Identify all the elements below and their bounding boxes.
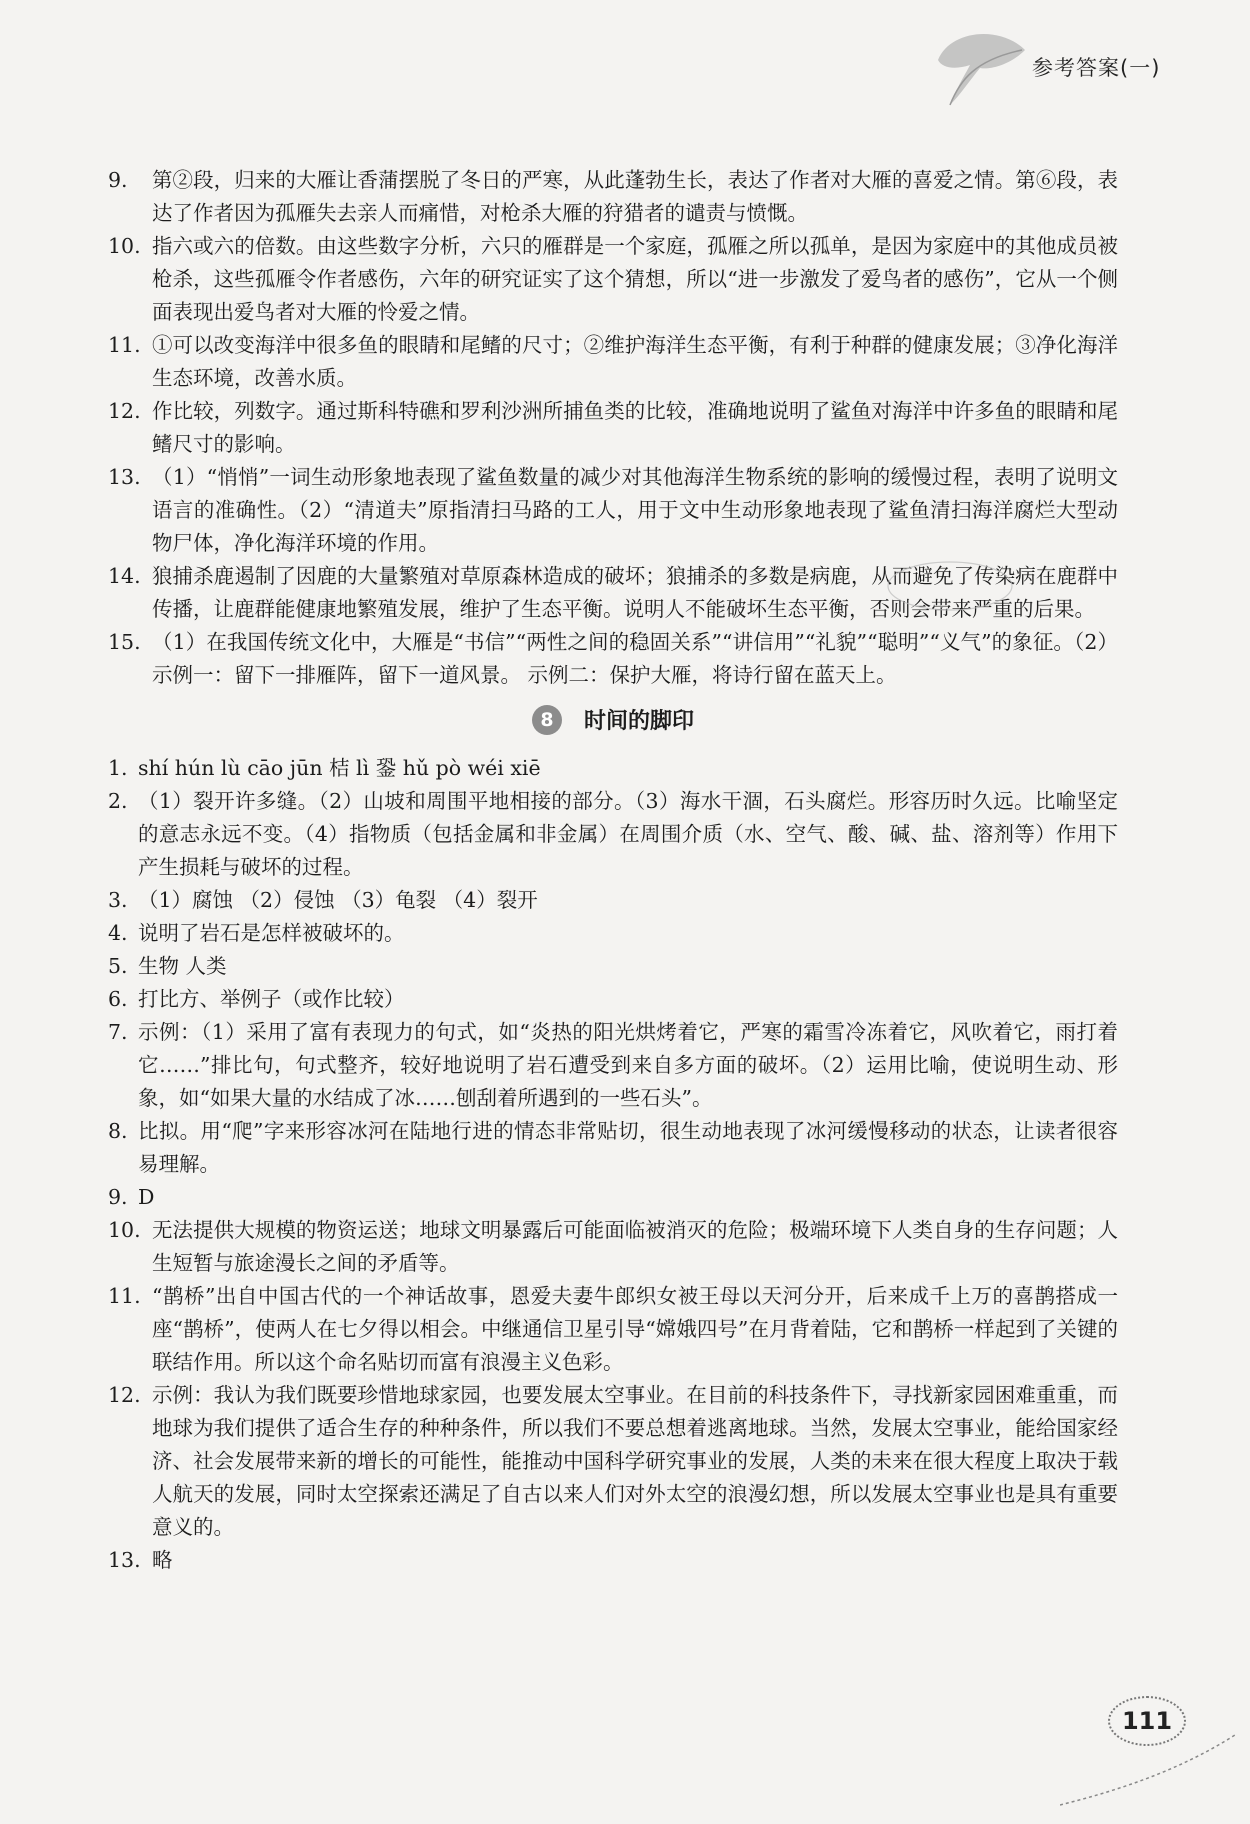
- answer-text: 指六或六的倍数。由这些数字分析，六只的雁群是一个家庭，孤雁之所以孤单，是因为家庭中的其他成员被枪杀，这些孤雁令作者感伤，六年的研究证实了这个猜想，所以“进一步激发了爱鸟者的感伤”，它从一个侧面表现出爱鸟者对大雁的怜爱之情。: [152, 234, 1118, 324]
- answer-number: 1.: [108, 756, 128, 780]
- page-number: 111: [1108, 1696, 1186, 1746]
- answer-item: [108, 1544, 1118, 1577]
- answer-number: 10.: [108, 1218, 141, 1242]
- answer-text: D: [138, 1185, 155, 1209]
- answer-item: [108, 626, 1118, 692]
- answer-item: [108, 1016, 1118, 1115]
- answer-item: [108, 917, 1118, 950]
- answer-text: “鹊桥”出自中国古代的一个神话故事，恩爱夫妻牛郎织女被王母以天河分开，后来成千上万的喜鹊搭成一座“鹊桥”，使两人在七夕得以相会。中继通信卫星引导“嫦娥四号”在月背着陆，它和鹊桥一样起到了关键的联结作用。所以这个命名贴切而富有浪漫主义色彩。: [152, 1284, 1118, 1374]
- answer-item: [108, 983, 1118, 1016]
- answer-item: [108, 1379, 1118, 1544]
- answer-number: 3.: [108, 888, 128, 912]
- answer-item: [108, 1214, 1118, 1280]
- answer-item: [108, 230, 1118, 329]
- answer-text: shí hún lù cāo jūn 桔 lì 銎 hǔ pò wéi xiē: [138, 756, 541, 780]
- answer-number: 14.: [108, 564, 141, 588]
- answer-number: 6.: [108, 987, 128, 1011]
- answer-number: 10.: [108, 234, 141, 258]
- answer-item: [108, 950, 1118, 983]
- answer-item: [108, 785, 1118, 884]
- answer-item: [108, 1181, 1118, 1214]
- answer-number: 13.: [108, 1548, 141, 1572]
- answer-text: 第②段，归来的大雁让香蒲摆脱了冬日的严寒，从此蓬勃生长，表达了作者对大雁的喜爱之情。第⑥段，表达了作者因为孤雁失去亲人而痛惜，对枪杀大雁的狩猎者的谴责与愤慨。: [152, 168, 1118, 225]
- answer-number: 2.: [108, 789, 128, 813]
- answer-text: 说明了岩石是怎样被破坏的。: [138, 921, 405, 945]
- answer-number: 12.: [108, 1383, 141, 1407]
- answer-text: （1）腐蚀 （2）侵蚀 （3）龟裂 （4）裂开: [138, 888, 538, 912]
- answer-item: [108, 884, 1118, 917]
- answer-number: 15.: [108, 630, 141, 654]
- answer-number: 4.: [108, 921, 128, 945]
- answer-text: 示例：（1）采用了富有表现力的句式，如“炎热的阳光烘烤着它，严寒的霜雪冷冻着它，风吹着它，雨打着它……”排比句，句式整齐，较好地说明了岩石遭受到来自多方面的破坏。（2）运用比喻，使说明生动、形象，如“如果大量的水结成了冰……刨刮着所遇到的一些石头”。: [138, 1020, 1118, 1110]
- answer-number: 7.: [108, 1020, 128, 1044]
- answer-item: [108, 1280, 1118, 1379]
- answer-number: 11.: [108, 1284, 141, 1308]
- answer-number: 9.: [108, 1185, 128, 1209]
- answer-text: 略: [152, 1548, 173, 1572]
- answer-number: 12.: [108, 399, 141, 423]
- answer-text: 无法提供大规模的物资运送；地球文明暴露后可能面临被消灭的危险；极端环境下人类自身的生存问题；人生短暂与旅途漫长之间的矛盾等。: [152, 1218, 1118, 1275]
- answer-number: 11.: [108, 333, 141, 357]
- answer-text: ①可以改变海洋中很多鱼的眼睛和尾鳍的尺寸；②维护海洋生态平衡，有利于种群的健康发展；③净化海洋生态环境，改善水质。: [152, 333, 1118, 390]
- answer-item: [108, 461, 1118, 560]
- answer-number: 5.: [108, 954, 128, 978]
- answer-item: [108, 1115, 1118, 1181]
- answers-section-8: [108, 752, 1118, 1577]
- section-heading: [108, 700, 1118, 744]
- section-number-badge: 8: [532, 705, 562, 735]
- answer-text: （1）在我国传统文化中，大雁是“书信”“两性之间的稳固关系”“讲信用”“礼貌”“聪明”“义气”的象征。（2）示例一：留下一排雁阵，留下一道风景。 示例二：保护大雁，将诗行留在蓝天上。: [152, 630, 1118, 687]
- answer-item: [108, 752, 1118, 785]
- answer-text: 示例：我认为我们既要珍惜地球家园，也要发展太空事业。在目前的科技条件下，寻找新家园困难重重，而地球为我们提供了适合生存的种种条件，所以我们不要总想着逃离地球。当然，发展太空事业，能给国家经济、社会发展带来新的增长的可能性，能推动中国科学研究事业的发展，人类的未来在很大程度上取决于载人航天的发展，同时太空探索还满足了自古以来人们对外太空的浪漫幻想，所以发展太空事业也是具有重要意义的。: [152, 1383, 1118, 1539]
- answer-text: （1）“悄悄”一词生动形象地表现了鲨鱼数量的减少对其他海洋生物系统的影响的缓慢过程，表明了说明文语言的准确性。（2）“清道夫”原指清扫马路的工人，用于文中生动形象地表现了鲨鱼清扫海洋腐烂大型动物尸体，净化海洋环境的作用。: [152, 465, 1118, 555]
- header-label: 参考答案(一): [1032, 56, 1161, 80]
- answer-text: 打比方、举例子（或作比较）: [138, 987, 405, 1011]
- answer-text: （1）裂开许多缝。（2）山坡和周围平地相接的部分。（3）海水干涸，石头腐烂。形容历时久远。比喻坚定的意志永远不变。（4）指物质（包括金属和非金属）在周围介质（水、空气、酸、碱、盐、溶剂等）作用下产生损耗与破坏的过程。: [138, 789, 1118, 879]
- page-number-decoration: [1060, 1730, 1240, 1810]
- answer-content: [108, 164, 1118, 1577]
- answer-text: 作比较，列数字。通过斯科特礁和罗利沙洲所捕鱼类的比较，准确地说明了鲨鱼对海洋中许多鱼的眼睛和尾鳍尺寸的影响。: [152, 399, 1118, 456]
- section-title: 时间的脚印: [583, 709, 694, 734]
- watermark-stamp: [880, 556, 1020, 616]
- answer-item: [108, 164, 1118, 230]
- answer-item: [108, 329, 1118, 395]
- answer-text: 生物 人类: [138, 954, 227, 978]
- answer-item: [108, 395, 1118, 461]
- answer-number: 13.: [108, 465, 141, 489]
- answer-number: 9.: [108, 168, 128, 192]
- ginkgo-leaf-icon: [930, 20, 1040, 110]
- answer-text: 比拟。用“爬”字来形容冰河在陆地行进的情态非常贴切，很生动地表现了冰河缓慢移动的状态，让读者很容易理解。: [138, 1119, 1118, 1176]
- answer-number: 8.: [108, 1119, 128, 1143]
- answer-text: 狼捕杀鹿遏制了因鹿的大量繁殖对草原森林造成的破坏；狼捕杀的多数是病鹿，从而避免了传染病在鹿群中传播，让鹿群能健康地繁殖发展，维护了生态平衡。说明人不能破坏生态平衡，否则会带来严重的后果。: [152, 564, 1118, 621]
